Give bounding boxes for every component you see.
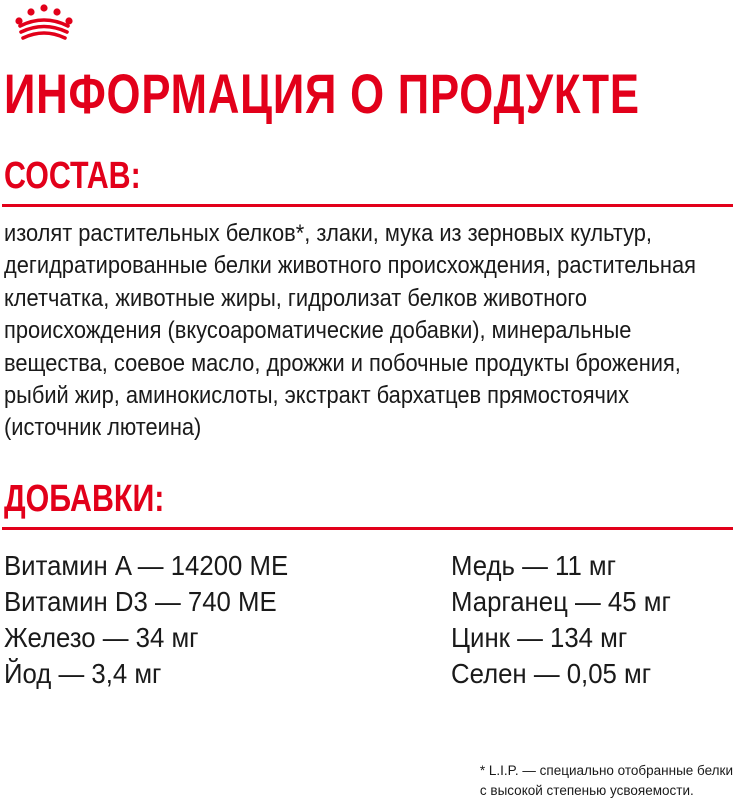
additive-vitamin-d3: Витамин D3 — 740 МЕ — [4, 586, 277, 617]
additive-manganese: Марганец — 45 мг — [451, 586, 671, 617]
page-title: ИНФОРМАЦИЯ О ПРОДУКТЕ — [4, 62, 640, 125]
footnote-line-2: с высокой степенью усвояемости. — [479, 783, 694, 798]
additives-left-column — [4, 548, 313, 692]
additive-copper: Медь — 11 мг — [451, 550, 617, 581]
additive-vitamin-a: Витамин A — 14200 МЕ — [4, 550, 289, 581]
additives-right-column — [451, 548, 690, 692]
crown-icon — [10, 2, 78, 44]
composition-text: изолят растительных белков*, злаки, мука из зерновых культур, дегидратированные белки животного происхождения, растительная клетчатка, животные жиры, гидролизат белков животного происхождения (вкусоароматические добавки), минеральные вещества, соевое масло, дрожжи и побочные продукты брожения, рыбий жир, аминокислоты, экстракт бархатцев прямостоячих (источник лютеина) — [4, 220, 696, 442]
footnote-line-1: * L.I.P. — специально отобранные белки — [479, 763, 733, 778]
footnote — [480, 761, 733, 801]
composition-divider — [2, 204, 733, 207]
additives-divider — [2, 527, 733, 530]
additive-selenium: Селен — 0,05 мг — [451, 658, 652, 689]
additive-iodine: Йод — 3,4 мг — [4, 658, 162, 689]
additive-zinc: Цинк — 134 мг — [451, 622, 628, 653]
composition-heading: СОСТАВ: — [4, 155, 141, 197]
additive-iron: Железо — 34 мг — [4, 622, 199, 653]
additives-heading: ДОБАВКИ: — [4, 478, 165, 520]
